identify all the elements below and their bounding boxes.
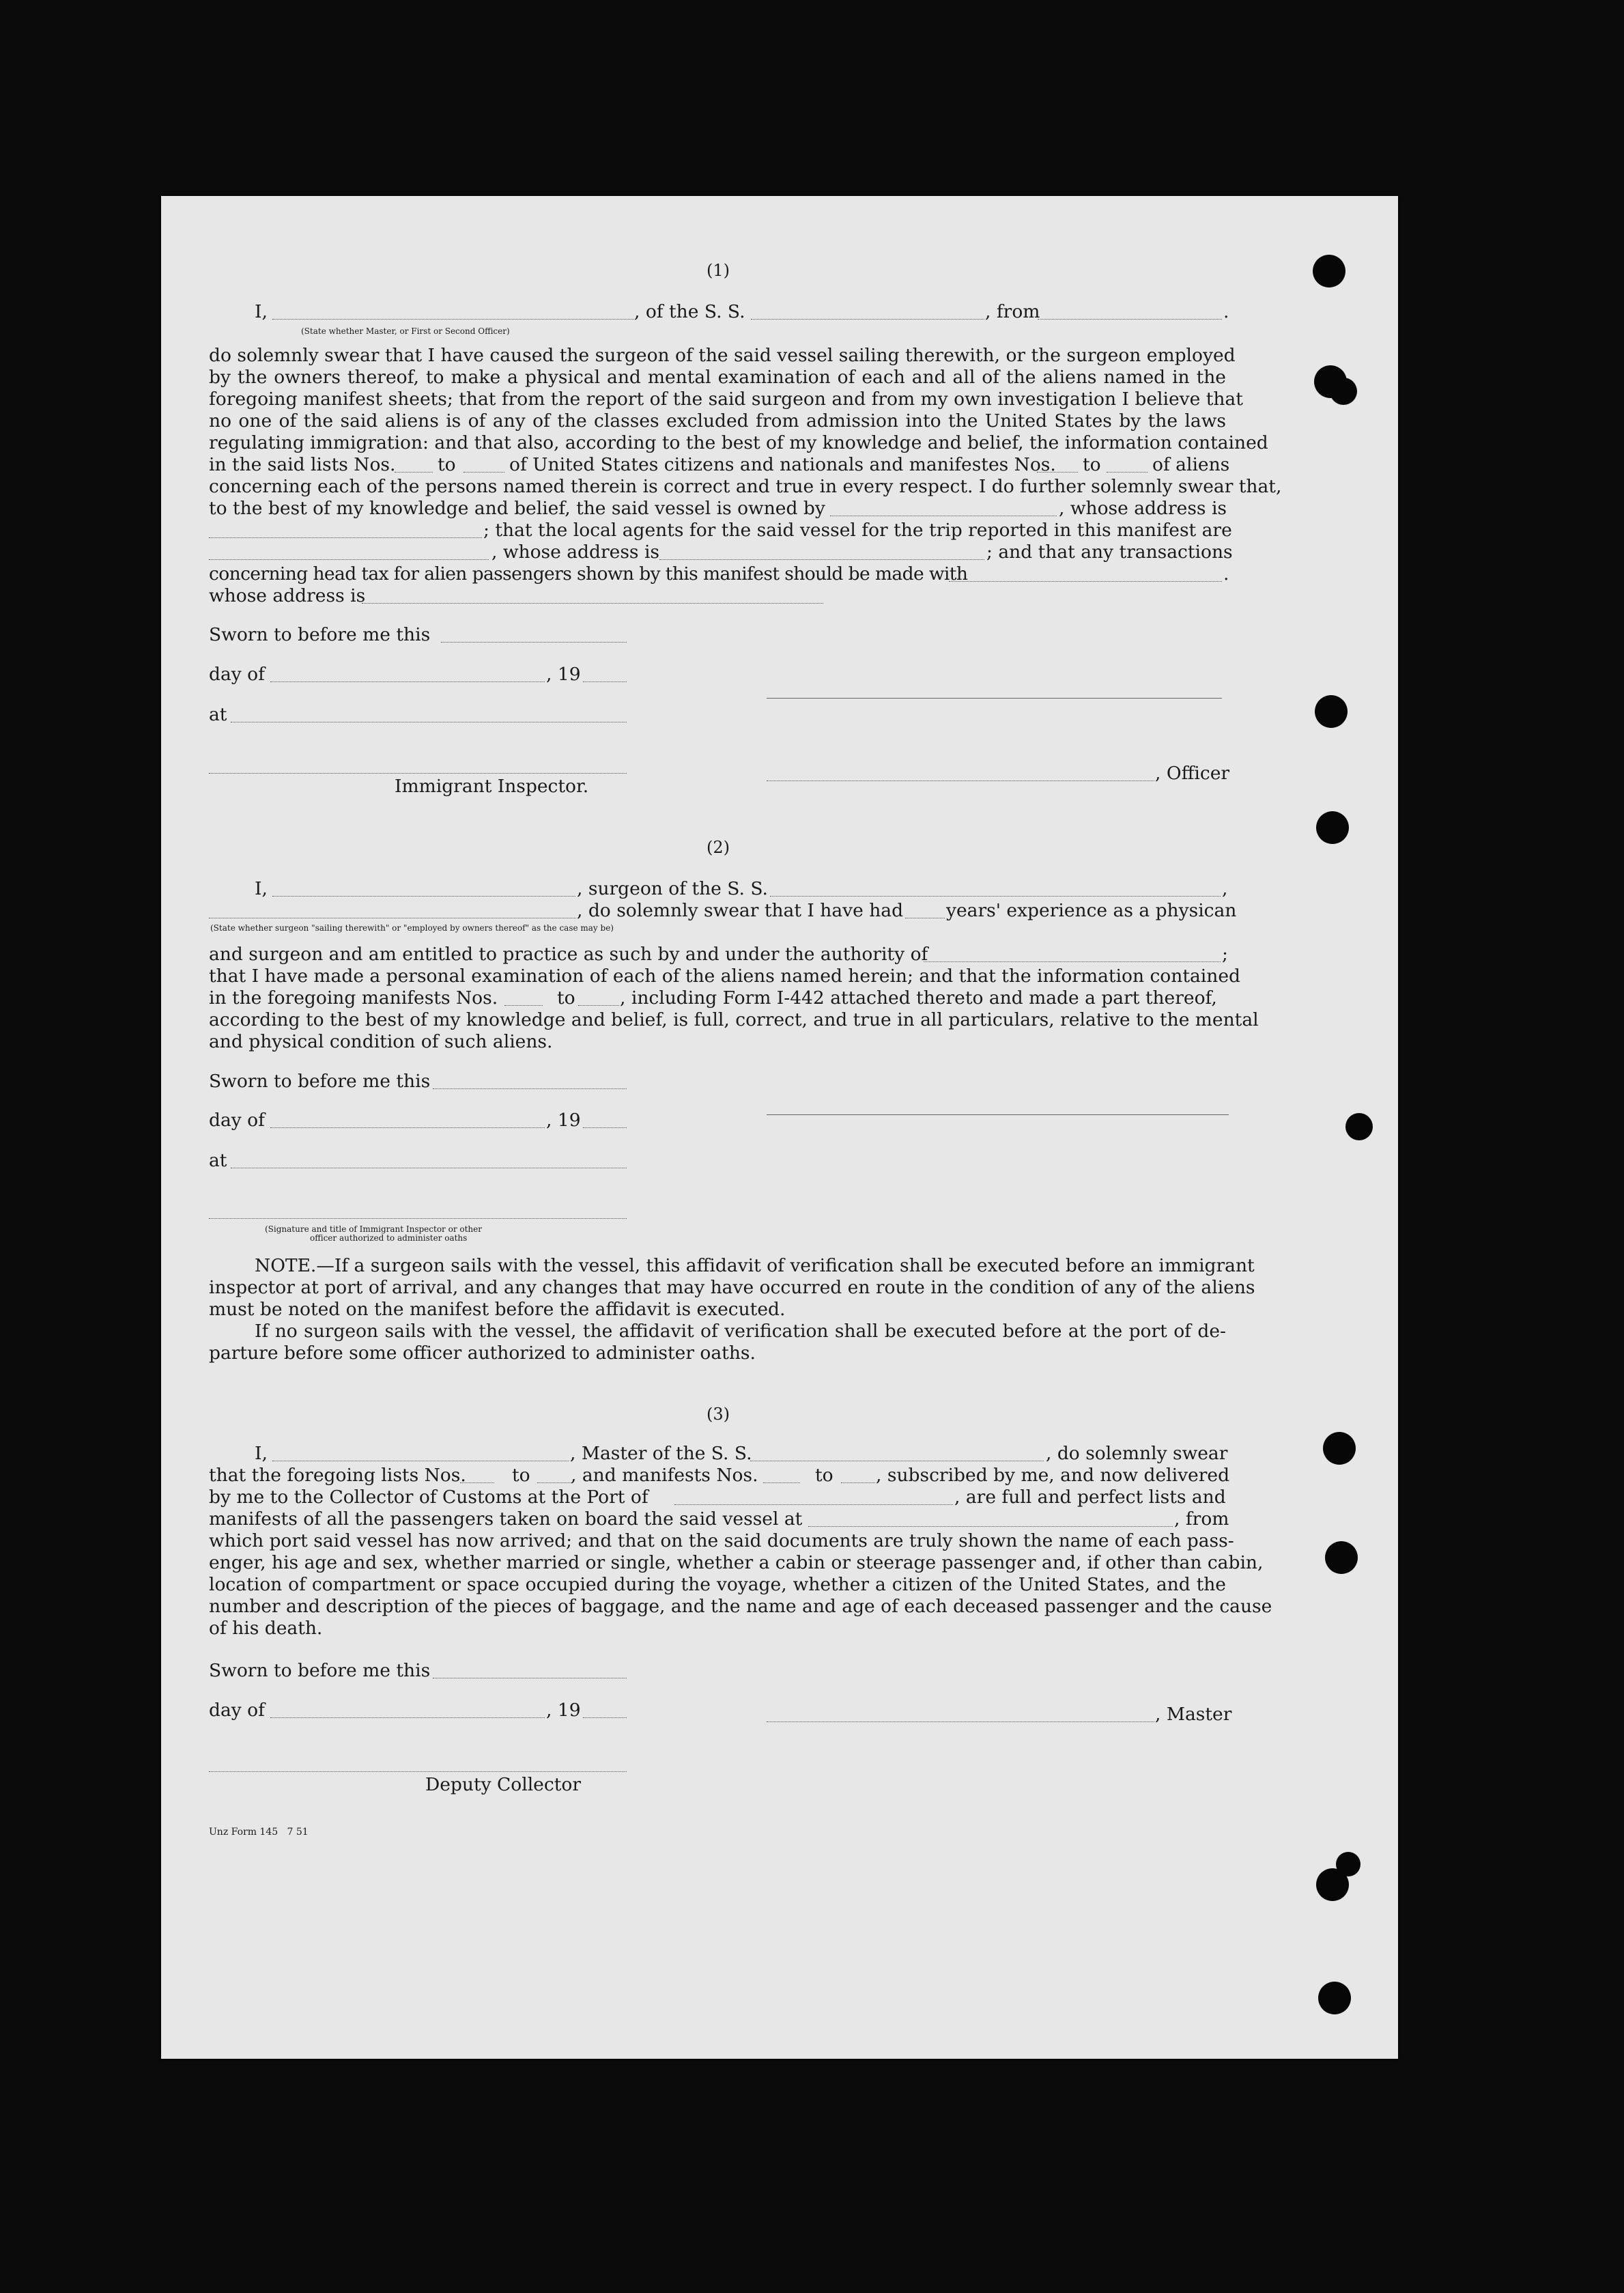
s1-vessel-blank[interactable] [751, 319, 984, 320]
s1-row6-b: to [438, 454, 456, 475]
s3-line3-b: , are full and perfect lists and [954, 1487, 1226, 1508]
s1-row: foregoing manifest sheets; that from the report of the said surgeon and from my own investigation I believe that [209, 389, 1243, 410]
s3-line2-c: , and manifests Nos. [571, 1465, 758, 1486]
s3-line2-b: to [512, 1465, 530, 1486]
punch-hole [1323, 1432, 1356, 1465]
s2-sworn: Sworn to before me this [209, 1071, 431, 1092]
s1-headtax-address-blank[interactable] [362, 603, 823, 604]
s1-row6-d: to [1083, 454, 1101, 475]
s3-line2-e: , subscribed by me, and now delivered [876, 1465, 1230, 1486]
s3-paragraph [209, 1530, 1272, 1618]
s3-sworn: Sworn to before me this [209, 1660, 431, 1681]
s1-day-blank[interactable] [270, 681, 545, 682]
s2-row3-b: ; [1222, 944, 1228, 965]
s1-name-blank[interactable] [272, 319, 634, 320]
s1-year-blank[interactable] [583, 681, 627, 682]
section-2-heading: (2) [707, 838, 730, 857]
s3-port-blank[interactable] [674, 1504, 953, 1505]
s2-row3-a: and surgeon and am entitled to practice as such by and under the authority of [209, 944, 928, 965]
s3-nineteen: , 19 [546, 1700, 581, 1721]
s3-row: location of compartment or space occupied during the voyage, whether a citizen of the United States, and the [209, 1574, 1226, 1595]
s2-line2-b: years' experience as a physican [946, 900, 1237, 921]
s3-manifests-to-blank[interactable] [841, 1482, 875, 1483]
s3-last: of his death. [209, 1618, 323, 1639]
punch-hole [1325, 1541, 1358, 1574]
punch-hole [1336, 1852, 1361, 1876]
s1-caption: (State whether Master, or First or Second Officer) [301, 326, 510, 336]
s2-day-blank[interactable] [270, 1127, 545, 1128]
s1-headtax-blank[interactable] [949, 581, 1222, 582]
s2-sig-caption-1: (Signature and title of Immigrant Inspector or other [265, 1224, 482, 1234]
s2-sig-caption-2: officer authorized to administer oaths [310, 1233, 468, 1243]
s3-i: I, [255, 1443, 268, 1464]
s2-row7: and physical condition of such aliens. [209, 1031, 553, 1052]
note-paragraph-2 [209, 1321, 1226, 1342]
s3-collector-line[interactable] [209, 1771, 627, 1772]
s2-day-of: day of [209, 1110, 265, 1131]
s2-nineteen: , 19 [546, 1110, 581, 1131]
s1-row8-a: to the best of my knowledge and belief, the said vessel is owned by [209, 498, 825, 519]
s1-manifests-from-blank[interactable] [1037, 472, 1078, 473]
s2-row5-c: , including Form I-442 attached thereto and made a part thereof, [620, 987, 1217, 1009]
s1-inspector-line[interactable] [209, 773, 627, 774]
s1-row7: concerning each of the persons named therein is correct and true in every respect. I do further solemnly swear that, [209, 476, 1282, 497]
punch-hole [1315, 695, 1348, 728]
s2-comma: , [1222, 878, 1228, 899]
s2-year-blank[interactable] [583, 1127, 627, 1128]
s1-agents-blank[interactable] [209, 559, 489, 560]
s2-i: I, [255, 878, 268, 899]
s1-i: I, [255, 301, 268, 322]
s2-name-blank[interactable] [272, 896, 575, 897]
s2-surgeon: , surgeon of the S. S. [577, 878, 768, 899]
s1-row: by the owners thereof, to make a physical and mental examination of each and all of the aliens named in the [209, 367, 1226, 388]
s3-master: , Master of the S. S. [570, 1443, 752, 1464]
s3-row: number and description of the pieces of baggage, and the name and age of each deceased passenger and the cause [209, 1596, 1272, 1617]
s3-year-blank[interactable] [583, 1717, 627, 1718]
s1-row11-a: concerning head tax for alien passengers shown by this manifest should be made with [209, 563, 968, 585]
s3-line4-b: , from [1174, 1508, 1229, 1530]
punch-hole [1345, 1113, 1373, 1140]
note-row2: If no surgeon sails with the vessel, the affidavit of verification shall be executed before at the port of de- [255, 1321, 1226, 1342]
s1-signature-line[interactable] [767, 698, 1222, 699]
s2-authority-blank[interactable] [924, 961, 1221, 962]
s1-officer: , Officer [1155, 763, 1230, 784]
punch-hole [1318, 1982, 1351, 2014]
s1-lists-to-blank[interactable] [464, 472, 504, 473]
form-sheet [161, 196, 1398, 2059]
s1-nineteen: , 19 [546, 664, 581, 685]
s3-deputy: Deputy Collector [425, 1774, 581, 1795]
s2-row5-b: to [557, 987, 575, 1009]
note-paragraph [209, 1255, 1255, 1299]
note-row2: parture before some officer authorized to administer oaths. [209, 1342, 756, 1364]
s3-master-line[interactable] [767, 1721, 1154, 1722]
s3-lists-from-blank[interactable] [460, 1482, 494, 1483]
s3-lists-to-blank[interactable] [537, 1482, 571, 1483]
s1-sworn-blank[interactable] [441, 642, 627, 643]
s2-inspector-line[interactable] [209, 1218, 627, 1219]
s1-row6-e: of aliens [1152, 454, 1230, 475]
s3-line4-a: manifests of all the passengers taken on board the said vessel at [209, 1508, 803, 1530]
form-id: Unz Form 145 7 51 [209, 1827, 309, 1838]
s2-row6: according to the best of my knowledge and belief, is full, correct, and true in all particulars, relative to the mental [209, 1009, 1259, 1030]
s3-vessel-at-blank[interactable] [808, 1526, 1173, 1527]
s1-row9-a: ; that the local agents for the said vessel for the trip reported in this manifest are [483, 520, 1232, 541]
s2-row4: that I have made a personal examination of each of the aliens named herein; and that the information contained [209, 966, 1240, 987]
s1-from: , from [985, 301, 1040, 322]
s1-day-of: day of [209, 664, 265, 685]
s3-line3-a: by me to the Collector of Customs at the Port of [209, 1487, 649, 1508]
s1-from-blank[interactable] [1038, 319, 1222, 320]
s3-row: enger, his age and sex, whether married or single, whether a cabin or steerage passenger and, if other than cabin, [209, 1552, 1264, 1573]
s1-row: no one of the said aliens is of any of the classes excluded from admission into the United States by the laws [209, 410, 1226, 432]
s2-vessel-blank[interactable] [770, 896, 1221, 897]
s3-manifests-from-blank[interactable] [763, 1482, 800, 1483]
s1-row6-c: of United States citizens and nationals and manifestes Nos. [509, 454, 1056, 475]
s2-at: at [209, 1150, 227, 1171]
s1-row8-b: , whose address is [1059, 498, 1227, 519]
s3-master-sig: , Master [1155, 1704, 1232, 1725]
note-row: inspector at port of arrival, and any changes that may have occurred en route in the condition of any of the aliens [209, 1277, 1255, 1298]
s2-line2-a: , do solemnly swear that I have had [577, 900, 904, 921]
s3-day-of: day of [209, 1700, 265, 1721]
s1-row10-b: ; and that any transactions [986, 541, 1233, 563]
s2-row5-a: in the foregoing manifests Nos. [209, 987, 498, 1009]
section-1-heading: (1) [707, 261, 730, 280]
s1-row: regulating immigration: and that also, according to the best of my knowledge and belief, the information contained [209, 432, 1268, 453]
s3-line2-a: that the foregoing lists Nos. [209, 1465, 466, 1486]
s1-agents-address-blank[interactable] [659, 559, 984, 560]
s3-swear: , do solemnly swear [1046, 1443, 1228, 1464]
s1-row: do solemnly swear that I have caused the surgeon of the said vessel sailing therewith, or the surgeon employed [209, 345, 1236, 366]
s1-of-ss: , of the S. S. [634, 301, 745, 322]
s1-row11-b: . [1223, 563, 1229, 585]
s1-paragraph [209, 345, 1268, 454]
s1-manifests-to-blank[interactable] [1107, 472, 1148, 473]
s1-end: . [1223, 301, 1229, 322]
s1-owner-address-blank[interactable] [209, 537, 482, 538]
s1-row12-a: whose address is [209, 585, 366, 606]
punch-hole [1316, 811, 1349, 844]
s2-rows-wrap [209, 1009, 1259, 1031]
s2-manifests-from-blank[interactable] [504, 1005, 543, 1006]
s3-line2-d: to [815, 1465, 834, 1486]
s1-row6-a: in the said lists Nos. [209, 454, 396, 475]
s1-lists-from-blank[interactable] [395, 472, 433, 473]
punch-hole [1330, 378, 1357, 405]
s1-sworn: Sworn to before me this [209, 624, 431, 645]
s3-day-blank[interactable] [270, 1717, 545, 1718]
section-3-heading: (3) [707, 1405, 730, 1424]
s3-row: which port said vessel has now arrived; and that on the said documents are truly shown the name of each pass- [209, 1530, 1234, 1551]
note-row: NOTE.—If a surgeon sails with the vessel, this affidavit of verification shall be executed before an immigrant [255, 1255, 1255, 1276]
s1-inspector: Immigrant Inspector. [395, 776, 589, 797]
punch-hole [1313, 255, 1345, 287]
s2-signature-line[interactable] [767, 1114, 1229, 1115]
s1-row10-a: , whose address is [492, 541, 660, 563]
s1-officer-line[interactable] [767, 780, 1154, 781]
s2-manifests-to-blank[interactable] [578, 1005, 619, 1006]
s2-row4-wrap [209, 966, 1240, 987]
s1-at: at [209, 704, 227, 725]
note-row: must be noted on the manifest before the affidavit is executed. [209, 1299, 786, 1320]
s2-caption: (State whether surgeon "sailing therewith" or "employed by owners thereof" as the case may be) [210, 923, 614, 933]
s1-row7-wrap [209, 476, 1282, 498]
s2-sworn-blank[interactable] [433, 1088, 627, 1089]
